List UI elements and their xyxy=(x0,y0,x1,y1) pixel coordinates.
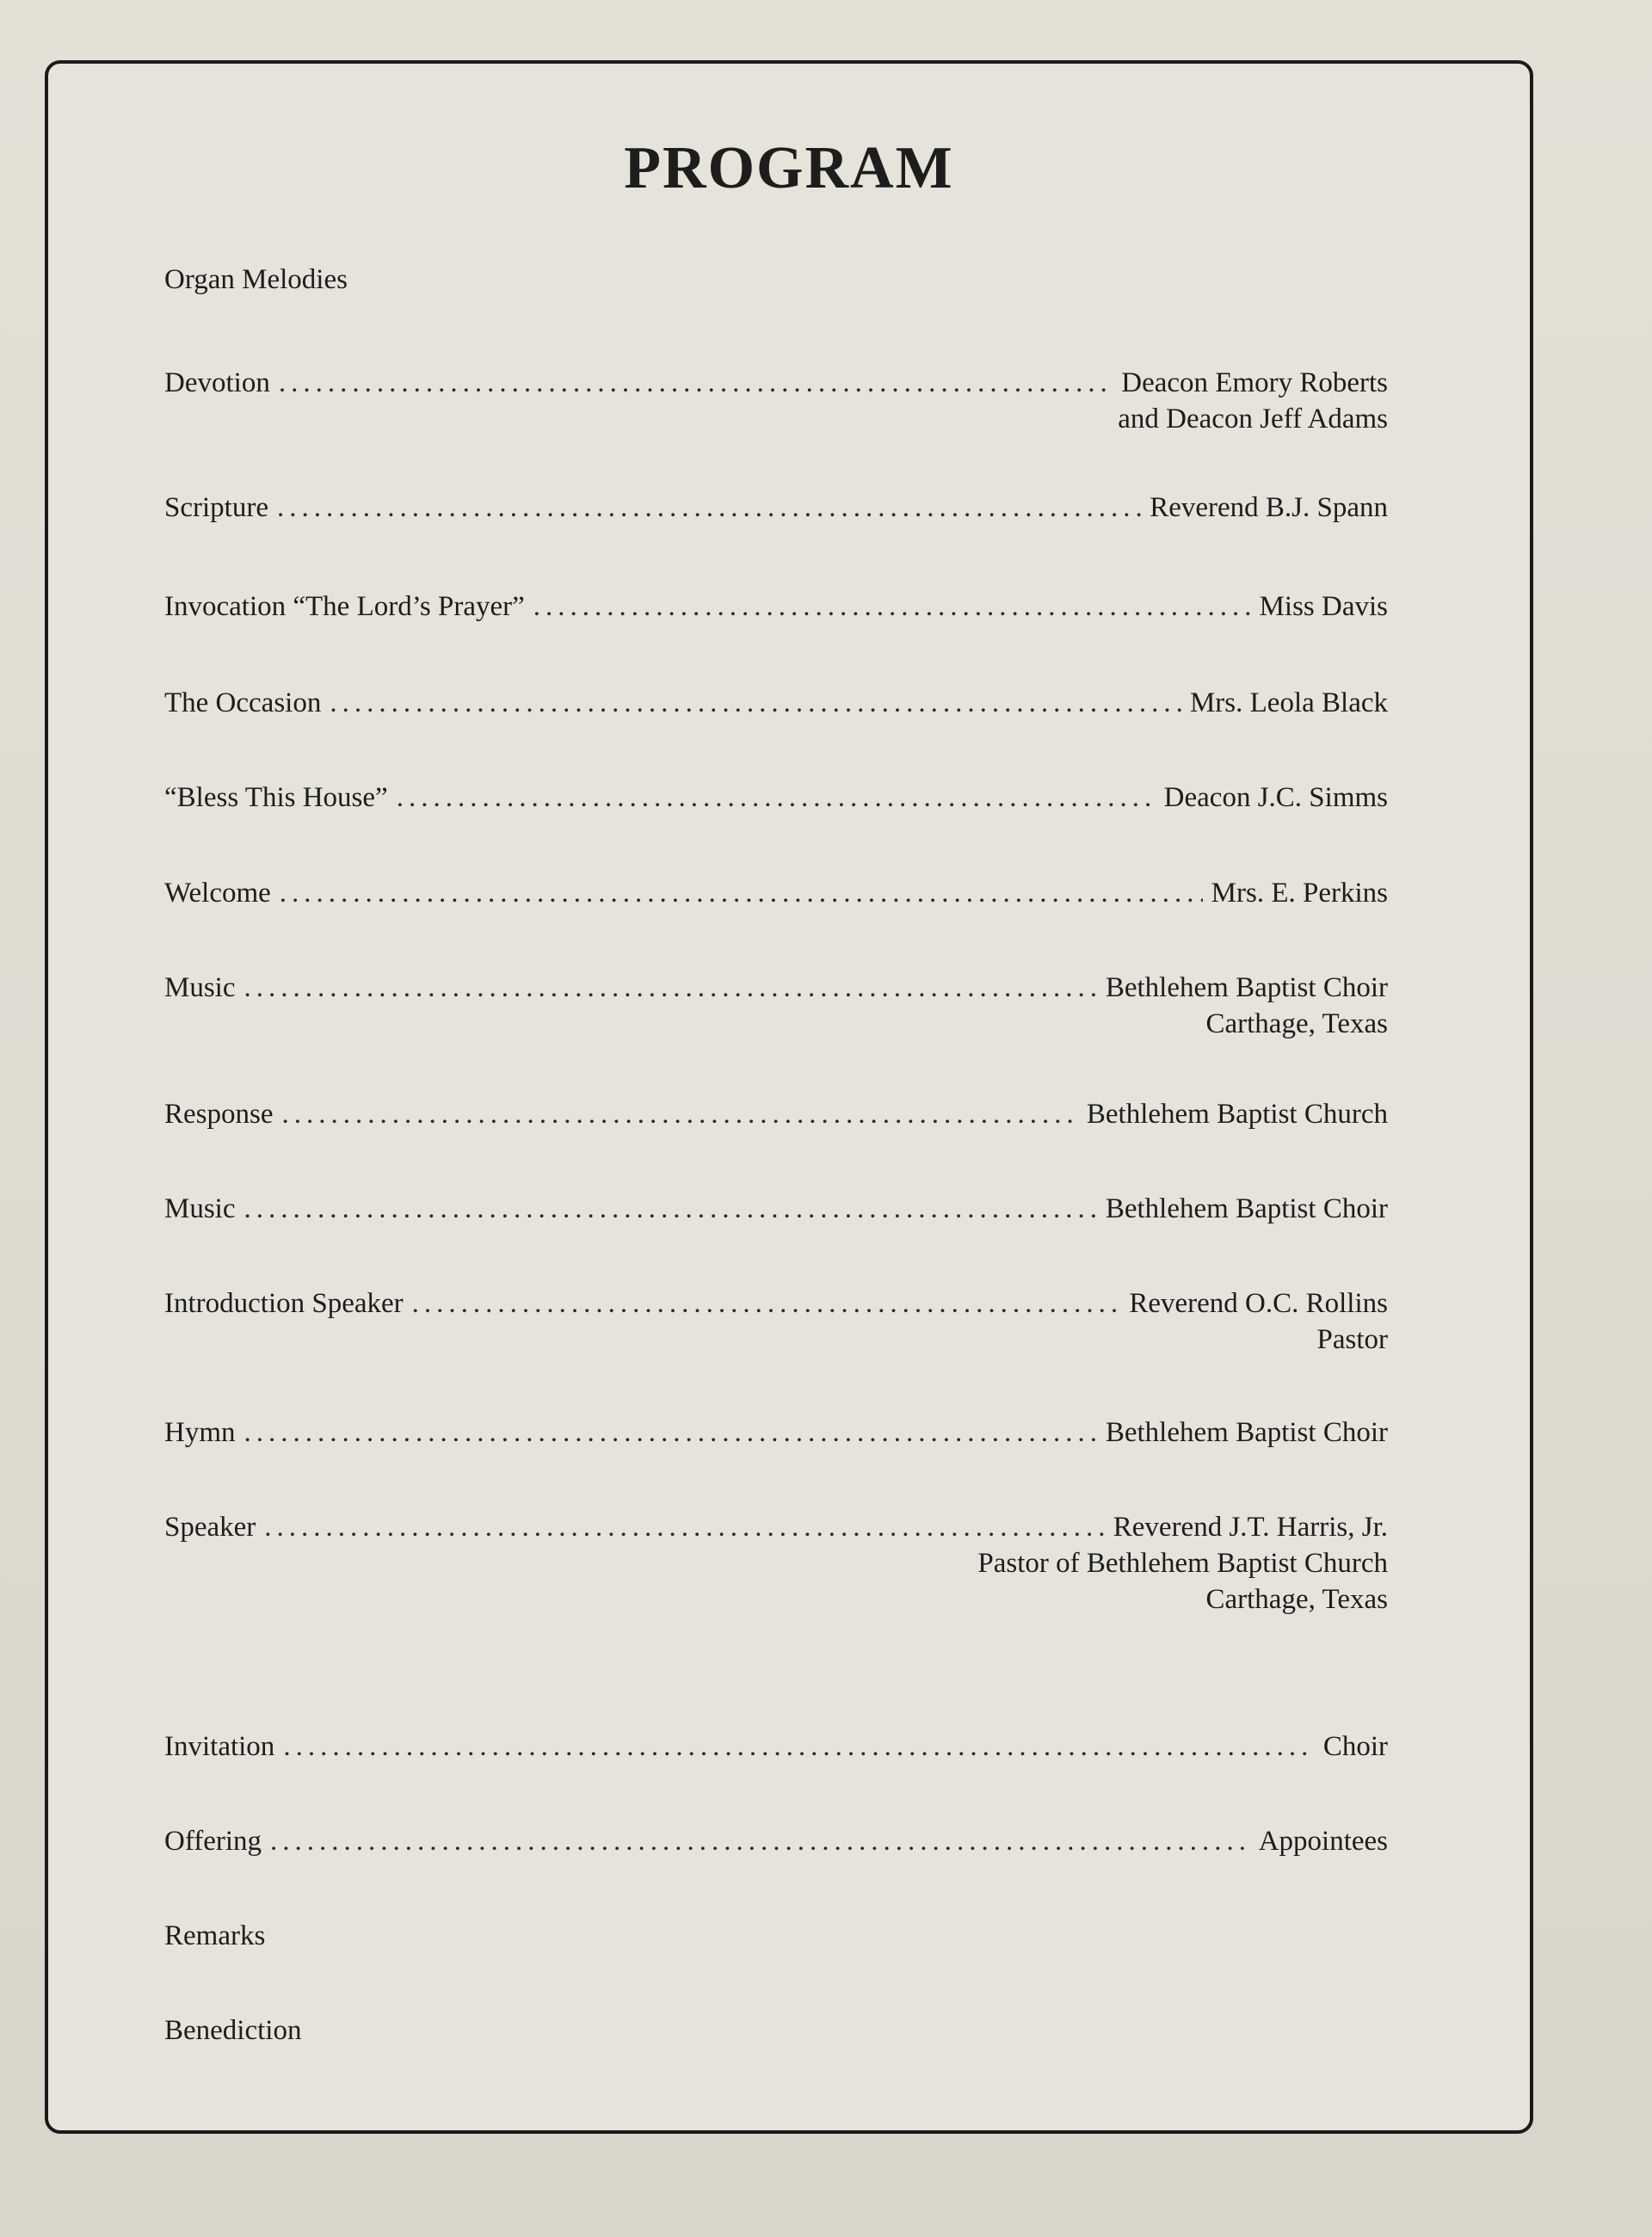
item-label: Remarks xyxy=(164,1920,266,1951)
program-item-response xyxy=(164,1096,1388,1132)
item-label: Welcome xyxy=(164,878,271,909)
item-label: Hymn xyxy=(164,1417,236,1448)
program-item-introduction-speaker xyxy=(164,1285,1388,1358)
program-item-occasion xyxy=(164,685,1388,721)
program-item-devotion xyxy=(164,365,1388,437)
program-item-music-1 xyxy=(164,970,1388,1042)
leader-dots xyxy=(244,1191,1097,1227)
program-item-bless-this-house xyxy=(164,780,1388,816)
item-label: Speaker xyxy=(164,1512,256,1543)
program-title: PROGRAM xyxy=(624,135,954,201)
program-item-offering xyxy=(164,1823,1388,1859)
item-label: The Occasion xyxy=(164,687,322,718)
item-participant: Mrs. E. Perkins xyxy=(1211,878,1388,909)
item-label: Invocation “The Lord’s Prayer” xyxy=(164,591,525,622)
item-label: Offering xyxy=(164,1826,262,1857)
leader-dots xyxy=(282,1096,1078,1132)
item-participant: Deacon Emory Roberts xyxy=(1121,367,1388,398)
leader-dots xyxy=(412,1285,1121,1322)
leader-dots xyxy=(280,875,1203,911)
item-participant-extra: Carthage, Texas xyxy=(1205,1584,1388,1615)
item-participant: Choir xyxy=(1322,1731,1388,1762)
item-participant: Reverend O.C. Rollins xyxy=(1129,1288,1388,1319)
item-participant: Reverend B.J. Spann xyxy=(1150,492,1388,523)
program-frame xyxy=(45,60,1533,2134)
item-participant: Bethlehem Baptist Church xyxy=(1086,1099,1388,1130)
program-item-music-2 xyxy=(164,1191,1388,1227)
item-label: “Bless This House” xyxy=(164,782,388,813)
item-label: Organ Melodies xyxy=(164,264,348,295)
leader-dots xyxy=(330,685,1181,721)
leader-dots xyxy=(283,1729,1315,1765)
leader-dots xyxy=(533,589,1251,625)
item-participant-extra: and Deacon Jeff Adams xyxy=(1118,404,1388,434)
item-participant-extra: Carthage, Texas xyxy=(1205,1008,1388,1039)
item-participant: Reverend J.T. Harris, Jr. xyxy=(1113,1512,1388,1543)
item-label: Invitation xyxy=(164,1731,275,1762)
leader-dots xyxy=(397,780,1156,816)
program-item-speaker xyxy=(164,1509,1388,1618)
item-participant-extra: Pastor xyxy=(1316,1324,1388,1355)
item-label: Music xyxy=(164,972,236,1003)
program-item-benediction xyxy=(164,2012,1388,2049)
item-label: Devotion xyxy=(164,367,270,398)
item-label: Scripture xyxy=(164,492,268,523)
item-participant: Mrs. Leola Black xyxy=(1189,687,1388,718)
program-item-invocation xyxy=(164,589,1388,625)
program-item-remarks xyxy=(164,1918,1388,1954)
leader-dots xyxy=(277,490,1141,526)
item-participant: Miss Davis xyxy=(1259,591,1388,622)
item-participant: Bethlehem Baptist Choir xyxy=(1105,1193,1388,1224)
item-participant: Bethlehem Baptist Choir xyxy=(1105,1417,1388,1448)
program-item-organ-melodies xyxy=(164,262,1388,298)
item-label: Response xyxy=(164,1099,274,1130)
program-item-invitation xyxy=(164,1729,1388,1765)
item-label: Music xyxy=(164,1193,236,1224)
program-item-hymn xyxy=(164,1414,1388,1451)
leader-dots xyxy=(279,365,1113,401)
item-participant-extra: Pastor of Bethlehem Baptist Church xyxy=(977,1548,1388,1579)
leader-dots xyxy=(264,1509,1104,1545)
leader-dots xyxy=(244,1414,1097,1451)
program-item-scripture xyxy=(164,490,1388,526)
program-item-welcome xyxy=(164,875,1388,911)
leader-dots xyxy=(270,1823,1250,1859)
item-participant: Bethlehem Baptist Choir xyxy=(1105,972,1388,1003)
item-label: Introduction Speaker xyxy=(164,1288,404,1319)
item-participant: Appointees xyxy=(1258,1826,1388,1857)
item-participant: Deacon J.C. Simms xyxy=(1163,782,1388,813)
leader-dots xyxy=(244,970,1097,1006)
item-label: Benediction xyxy=(164,2015,302,2046)
